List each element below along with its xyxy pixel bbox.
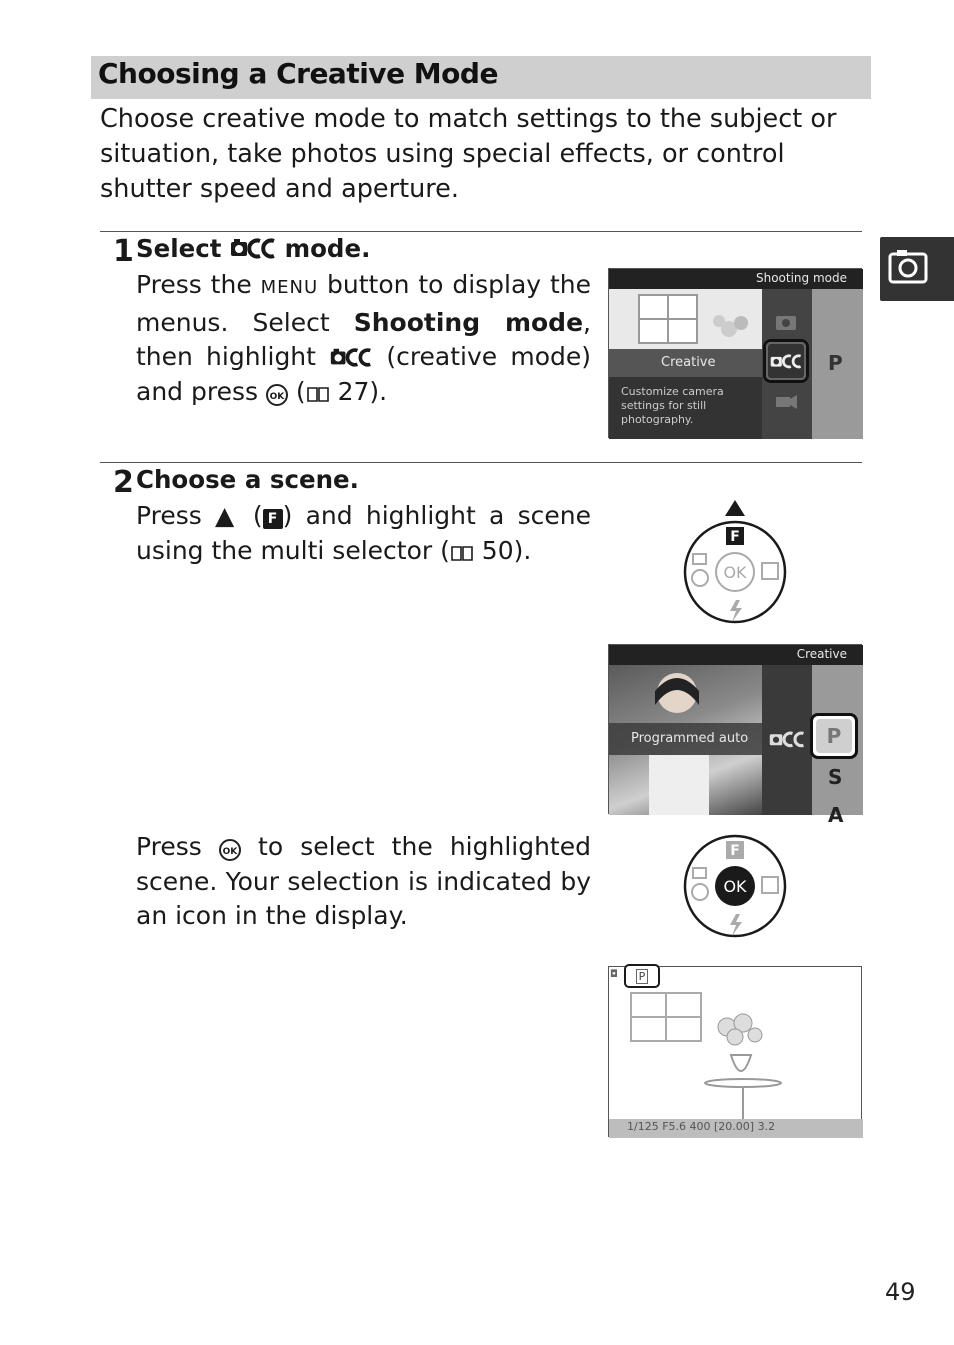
- up-arrow-icon: [725, 500, 745, 516]
- creative-menu-screen: [608, 644, 862, 827]
- multi-selector-up-diagram: [678, 496, 792, 626]
- creative-highlight-box: [763, 339, 809, 383]
- a-mode-letter: A: [828, 803, 844, 827]
- step1-body: [136, 268, 591, 409]
- live-view-scene-icon: [609, 967, 863, 1138]
- up-arrow-icon: ▲: [215, 501, 240, 530]
- shooting-mode-screen: [608, 268, 862, 438]
- step2-rule: [100, 462, 862, 463]
- p-mode-display-icon: P: [636, 969, 649, 984]
- book-reference-icon: [450, 544, 474, 562]
- p-mode-letter: P: [816, 719, 852, 753]
- selected-row-label: Creative: [661, 355, 716, 370]
- press-ok-1: Press: [136, 832, 219, 861]
- step2-number: 2: [113, 465, 134, 500]
- mode-description: Customize camera settings for still photography.: [621, 385, 724, 426]
- p-mode-letter: P: [828, 351, 843, 375]
- s-mode-letter: S: [828, 765, 843, 789]
- movie-mode-icon: [772, 391, 800, 411]
- f-label: F: [730, 529, 740, 545]
- step1-ref-open: (: [287, 376, 306, 406]
- ok-label: OK: [723, 877, 747, 896]
- p-highlight-box: [810, 713, 858, 759]
- selected-row-label: Programmed auto: [631, 731, 749, 746]
- exposure-status-bar: 1/125 F5.6 400 [20.00] 3.2: [627, 1120, 776, 1133]
- press-ok-paragraph: [136, 830, 591, 934]
- creative-mode-icon: [770, 352, 802, 370]
- ok-button-icon: OK: [219, 839, 241, 861]
- camera-tab: [880, 237, 954, 301]
- window-illustration-icon: [609, 289, 762, 349]
- page-number: 49: [885, 1278, 916, 1306]
- intro-paragraph: Choose creative mode to match settings to the subject or situation, take photos using special effects, or control shutter speed and aperture.: [100, 104, 837, 204]
- auto-mode-icon: [772, 312, 800, 332]
- step2-title: Choose a scene.: [136, 465, 359, 494]
- creative-mode-icon: [230, 236, 276, 260]
- camera-icon: [880, 237, 954, 301]
- screen-header-title: Creative: [796, 647, 847, 661]
- f-label: F: [730, 843, 740, 859]
- multi-selector-ok-diagram: [678, 830, 792, 940]
- step2-body-2: (: [239, 501, 263, 530]
- mode-icon-highlight: [624, 964, 660, 988]
- book-reference-icon: [306, 385, 330, 403]
- step1-body-4: (creative mode) and press: [136, 342, 591, 406]
- section-title: Choosing a Creative Mode: [98, 57, 498, 90]
- screen-header-title: Shooting mode: [755, 271, 847, 285]
- step2-body: [136, 499, 591, 568]
- shooting-mode-term: Shooting mode: [353, 307, 584, 337]
- step1-body-1: Press the: [136, 270, 261, 299]
- step1-ref-page: 27).: [329, 376, 388, 406]
- step1-body-3: , then highlight: [136, 307, 591, 371]
- creative-mode-icon: [329, 346, 373, 368]
- live-view-display: [608, 966, 862, 1137]
- step1-title-post: mode.: [276, 234, 371, 263]
- creative-mode-icon: [769, 729, 805, 749]
- ok-button-icon: OK: [266, 384, 288, 406]
- step1-title-pre: Select: [136, 234, 231, 263]
- step2-ref-page: 50).: [473, 535, 532, 565]
- step1-body-2: button to display the menus. Select: [136, 270, 592, 337]
- press-ok-2: to select the highlighted scene. Your selection is indicated by an icon in the display.: [136, 832, 591, 930]
- camera-mode-glyph: ◘: [610, 969, 618, 980]
- ok-label: OK: [723, 563, 747, 582]
- menu-button-glyph: MENU: [260, 277, 319, 298]
- step1-number: 1: [113, 234, 134, 269]
- step2-body-3: ) and highlight a scene using the multi selector (: [136, 501, 591, 565]
- step2-body-1: Press: [136, 501, 216, 530]
- scene-illustration: [609, 289, 762, 349]
- step1-title: [136, 234, 370, 263]
- step1-rule: [100, 231, 862, 232]
- f-button-icon: F: [263, 509, 283, 529]
